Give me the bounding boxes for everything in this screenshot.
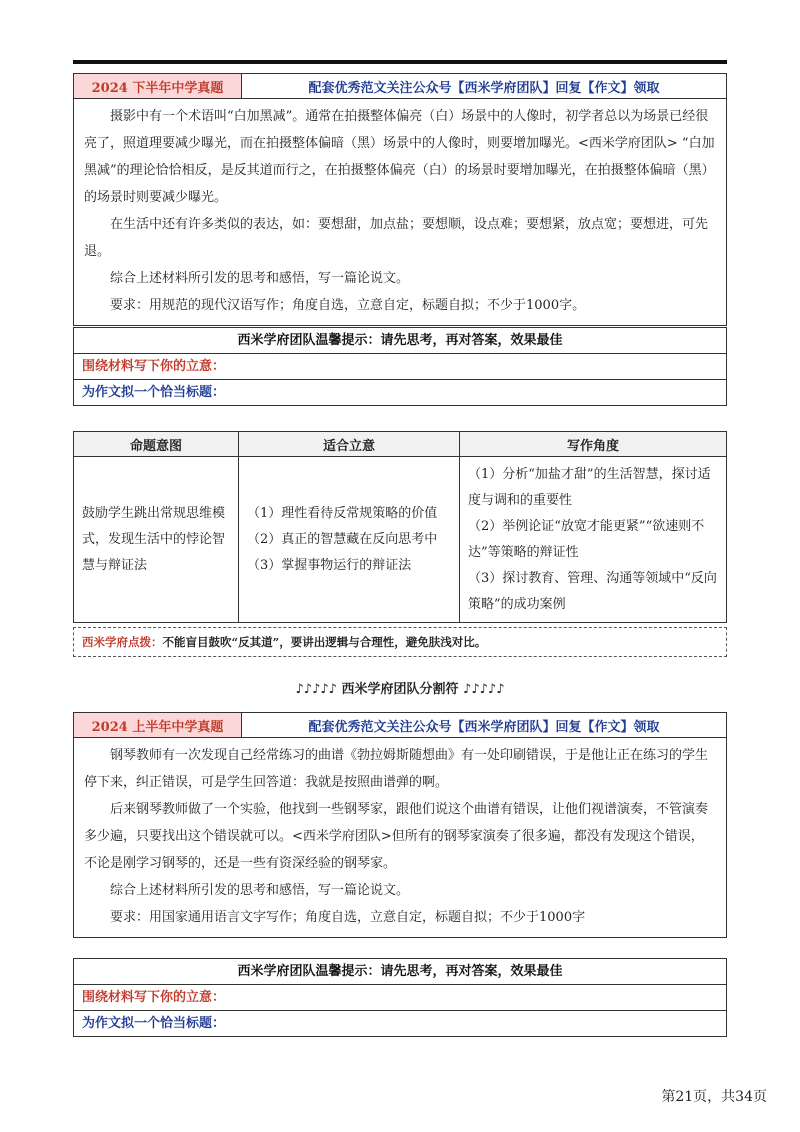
promo-text: 配套优秀范文关注公众号【西米学府团队】回复【作文】领取 <box>308 80 660 96</box>
promo-text: 配套优秀范文关注公众号【西米学府团队】回复【作文】领取 <box>308 719 660 735</box>
intent-text: 鼓励学生跳出常规思维模式，发现生活中的悖论智慧与辩证法 <box>82 505 226 573</box>
paragraph: 后来钢琴教师做了一个实验，他找到一些钢琴家，跟他们说这个曲谱有错误，让他们视谱演奏，不管演奏多少遍，只要找出这个错误就可以。<西米学府团队>但所有的钢琴家演奏了很多遍，都没有发现这个错误，不论是刚学习钢琴的，还是一些有资深经验的钢琴家。 <box>84 802 709 871</box>
question-header <box>74 713 726 738</box>
comment-text: 不能盲目鼓吹“反其道”，要讲出逻辑与合理性，避免肤浅对比。 <box>162 635 487 649</box>
idea-item: （1）理性看待反常规策略的价值 <box>247 505 438 521</box>
analysis-table <box>73 431 727 623</box>
paragraph: 摄影中有一个术语叫“白加黑减”。通常在拍摄整体偏亮（白）场景中的人像时，初学者总以为场景已经很亮了，照道理要减少曝光，而在拍摄整体偏暗（黑）场景中的人像时，则要增加曝光。<西米学府团队> “白加黑减”的理论恰恰相反，是反其道而行之，在拍摄整体偏亮（白）的场景时要增加曝光，在拍摄整体偏暗（黑）的场景时则要减少曝光。 <box>84 109 715 205</box>
angle-item: （1）分析“加盐才甜”的生活智慧，探讨适度与调和的重要性 <box>468 466 711 508</box>
comment-box <box>73 627 727 657</box>
paragraph: 钢琴教师有一次发现自己经常练习的曲谱《勃拉姆斯随想曲》有一处印刷错误，于是他让正在练习的学生停下来，纠正错误，可是学生回答道：我就是按照曲谱弹的啊。 <box>84 748 709 790</box>
year-label: 2024 上半年中学真题 <box>74 713 242 737</box>
question-header <box>74 74 726 99</box>
ideas-cell <box>239 457 460 623</box>
idea-item: （2）真正的智慧藏在反向思考中 <box>247 531 438 547</box>
title-field-label[interactable]: 为作文拟一个恰当标题： <box>82 1016 226 1031</box>
paragraph: 要求：用规范的现代汉语写作；角度自选，立意自定，标题自拟；不少于1000字。 <box>110 298 586 313</box>
paragraph: 要求：用国家通用语言文字写作；角度自选，立意自定，标题自拟；不少于1000字 <box>110 910 586 925</box>
idea-item: （3）掌握事物运行的辩证法 <box>247 557 412 573</box>
column-header: 命题意图 <box>74 432 239 457</box>
tip-box-1 <box>73 327 727 406</box>
column-header: 适合立意 <box>239 432 460 457</box>
idea-field-label[interactable]: 围绕材料写下你的立意： <box>74 985 726 1011</box>
column-header: 写作角度 <box>460 432 727 457</box>
question-box-2 <box>73 712 727 938</box>
paragraph: 在生活中还有许多类似的表达，如：要想甜，加点盐；要想顺，设点难；要想紧，放点宽；要想进，可先退。 <box>84 217 709 259</box>
question-body <box>74 738 726 937</box>
angles-cell <box>460 457 727 623</box>
paragraph: 综合上述材料所引发的思考和感悟，写一篇论说文。 <box>110 883 410 898</box>
comment-label: 西米学府点拨： <box>82 635 163 649</box>
question-box-1 <box>73 73 727 326</box>
year-label: 2024 下半年中学真题 <box>74 74 242 98</box>
idea-field-label[interactable]: 围绕材料写下你的立意： <box>74 354 726 380</box>
title-field-label[interactable]: 为作文拟一个恰当标题： <box>82 385 226 400</box>
angle-item: （3）探讨教育、管理、沟通等领域中“反向策略”的成功案例 <box>468 570 717 612</box>
tip-title: 西米学府团队温馨提示：请先思考，再对答案，效果最佳 <box>74 328 726 354</box>
question-body <box>74 99 726 325</box>
tip-box-2 <box>73 958 727 1037</box>
page-number: 第21页，共34页 <box>661 1089 767 1105</box>
tip-title: 西米学府团队温馨提示：请先思考，再对答案，效果最佳 <box>74 959 726 985</box>
intent-cell <box>74 457 239 623</box>
angle-item: （2）举例论证“放宽才能更紧”“欲速则不达”等策略的辩证性 <box>468 518 705 560</box>
top-rule <box>73 60 727 64</box>
section-divider: ♪♪♪♪♪ 西米学府团队分割符 ♪♪♪♪♪ <box>295 682 505 697</box>
paragraph: 综合上述材料所引发的思考和感悟，写一篇论说文。 <box>110 271 410 286</box>
